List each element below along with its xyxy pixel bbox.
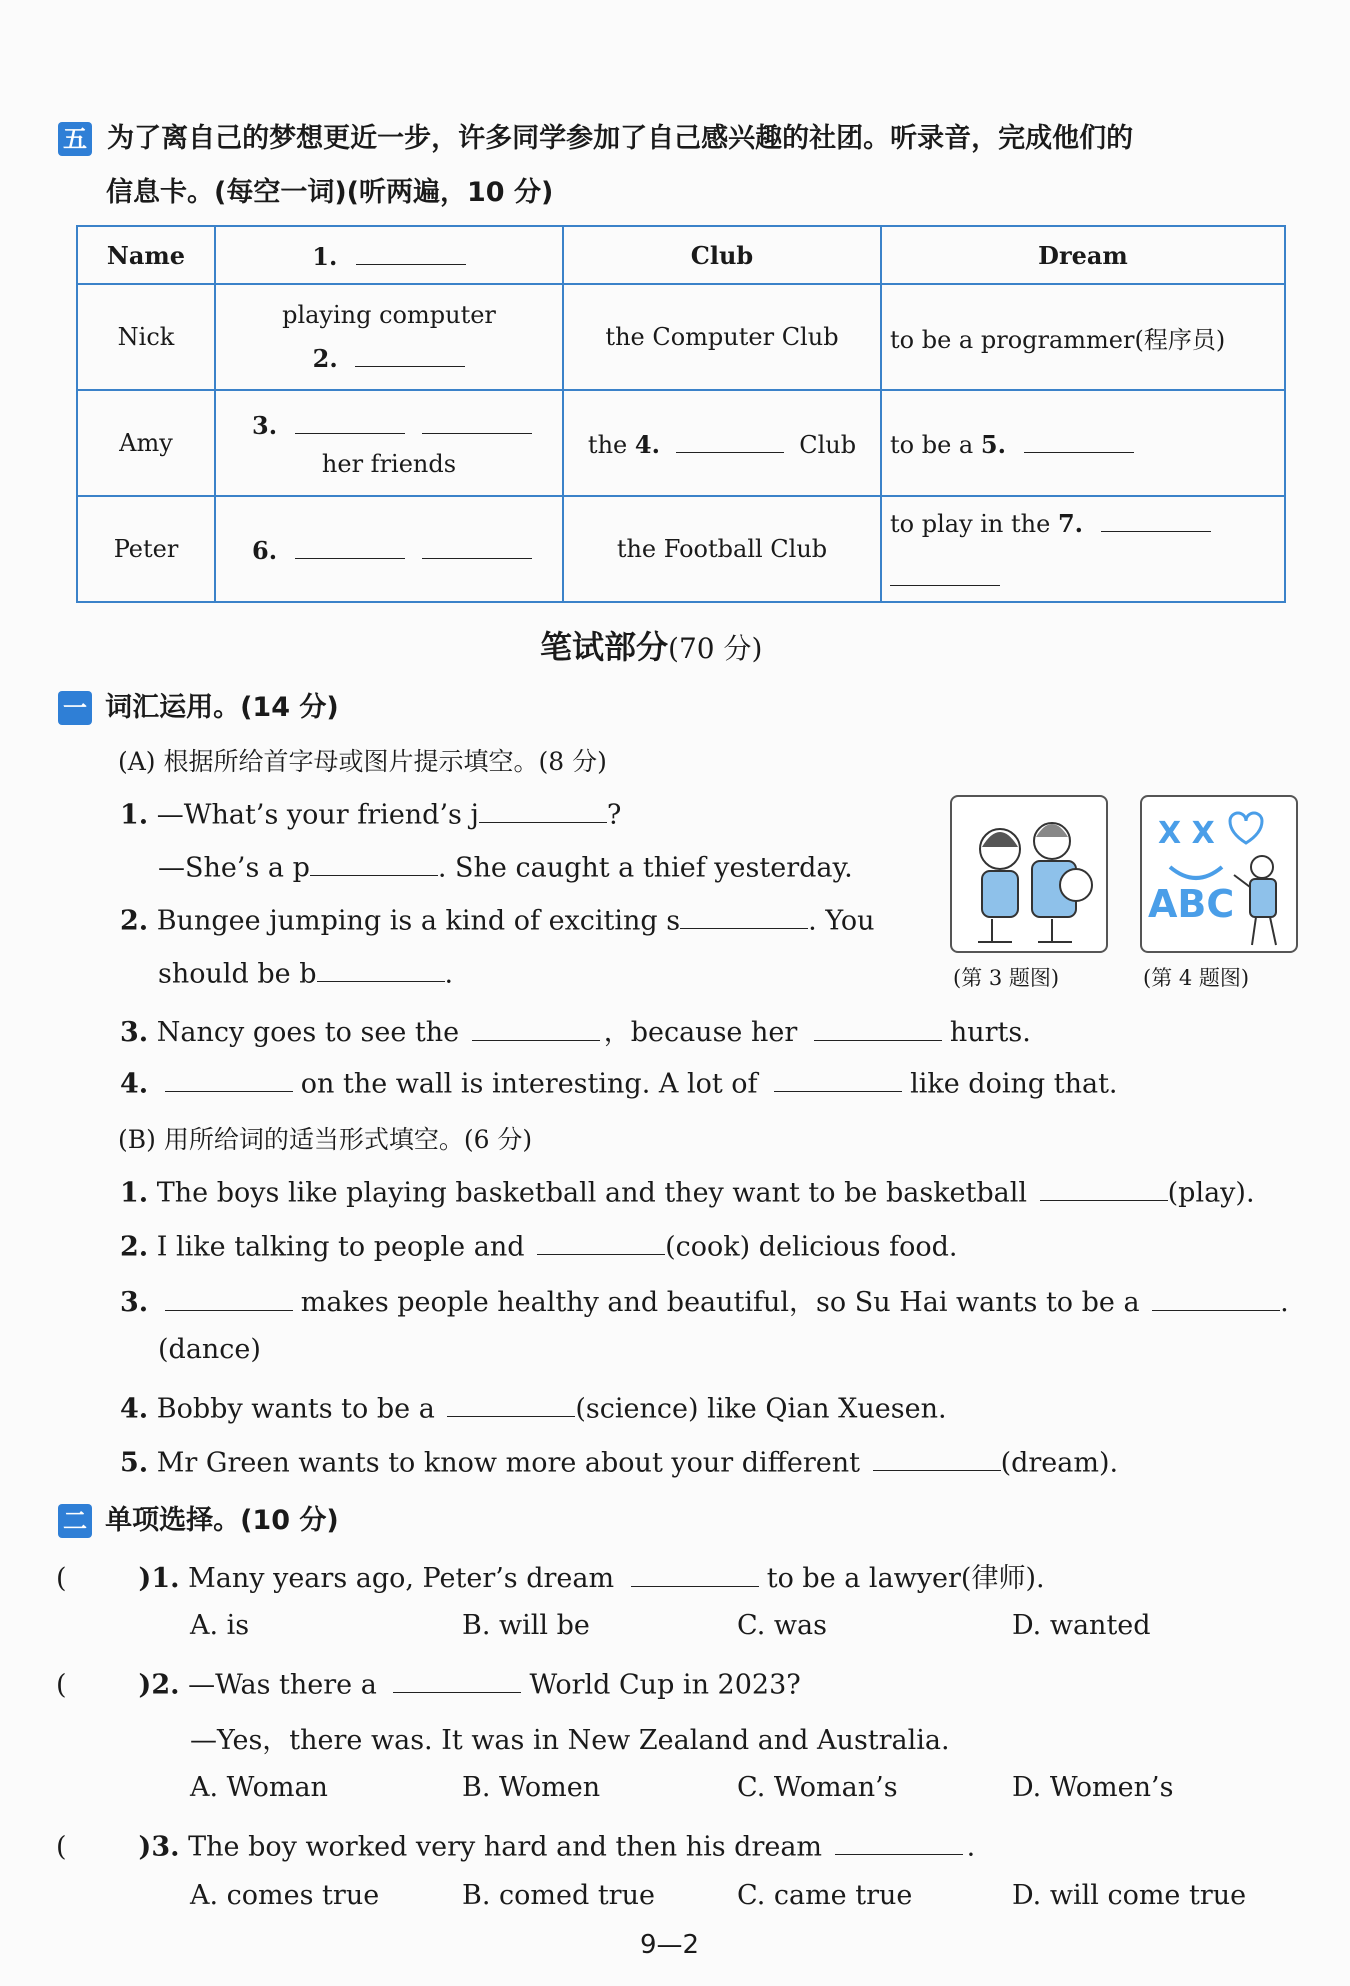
a1-l1-pre: —What’s your friend’s j [156, 799, 479, 831]
q2-pre: —Was there a [188, 1669, 377, 1701]
a1-l2-pre: —She’s a p [158, 852, 310, 884]
a1-blank-j[interactable] [479, 794, 607, 823]
blank-num-7: 7. [1057, 509, 1084, 538]
blank-1[interactable] [356, 239, 466, 265]
a4-line [120, 1063, 1118, 1099]
header-col2 [215, 226, 563, 284]
amy-dream-pre: to be a [890, 431, 974, 460]
mc-q3-line [56, 1826, 975, 1862]
header-club: Club [563, 226, 881, 284]
a4-mid: on the wall is interesting. A lot of [300, 1068, 758, 1100]
nick-club: the Computer Club [563, 284, 881, 390]
amy-name: Amy [77, 390, 215, 496]
nick-name: Nick [77, 284, 215, 390]
section5-badge: 五 [58, 122, 92, 156]
a2-line2 [158, 953, 453, 989]
q2-blank [393, 1664, 521, 1693]
b1-line [120, 1172, 1255, 1208]
written-title: 笔试部分 [540, 628, 669, 666]
q1-post: to be a lawyer(律师). [766, 1563, 1045, 1594]
section1-badge: 一 [58, 691, 92, 725]
blank-6b[interactable] [422, 533, 532, 559]
a1-num: 1. [120, 799, 149, 831]
a3-post: hurts. [949, 1017, 1031, 1048]
blank-num-5: 5. [980, 430, 1006, 460]
table-row [77, 496, 1285, 602]
amy-hobby-text: her friends [321, 450, 457, 479]
amy-hobby-blank-line [224, 408, 554, 440]
table-row [77, 284, 1285, 390]
b5-pre: Mr Green wants to know more about your different [156, 1447, 860, 1479]
q2-option-d[interactable]: D. Women’s [1012, 1772, 1174, 1803]
part-b-instruction: (B) 用所给词的适当形式填空。(6 分) [118, 1125, 533, 1154]
peter-name: Peter [77, 496, 215, 602]
picture-q3-doctor [950, 795, 1108, 953]
b4-blank[interactable] [447, 1388, 575, 1417]
a2-l2-post: . [444, 958, 454, 990]
blank-2[interactable] [355, 341, 465, 367]
section5-line1: 为了离自己的梦想更近一步，许多同学参加了自己感兴趣的社团。听录音，完成他们的 [107, 123, 1134, 154]
a4-num: 4. [120, 1068, 149, 1100]
a3-num: 3. [120, 1017, 149, 1048]
q2-line2: —Yes，there was. It was in New Zealand and Australia. [190, 1725, 950, 1756]
a1-l1-post: ? [606, 799, 622, 831]
q3-answer-open[interactable]: ( [56, 1831, 67, 1863]
q3-post: . [966, 1831, 976, 1863]
a1-l2-post: . She caught a thief yesterday. [437, 852, 853, 884]
blank-7a[interactable] [1101, 506, 1211, 532]
section1-heading [58, 685, 339, 725]
b3-line1 [120, 1280, 1289, 1319]
peter-dream [881, 496, 1285, 602]
pic4-letters: ABC [1148, 882, 1235, 926]
nick-hobby [215, 284, 563, 390]
table-row [77, 390, 1285, 496]
written-score: (70 分) [668, 632, 763, 665]
b3-blank-1[interactable] [165, 1282, 293, 1311]
q1-pre: Many years ago, Peter’s dream [188, 1563, 615, 1594]
q3-option-a[interactable]: A. comes true [190, 1880, 380, 1911]
blank-num-4: 4. [634, 430, 660, 460]
section5-line2: 信息卡。(每空一词)(听两遍，10 分) [106, 177, 554, 208]
q3-option-d[interactable]: D. will come true [1012, 1880, 1247, 1911]
b4-num: 4. [120, 1393, 149, 1425]
a1-line2 [158, 847, 853, 883]
q3-pre: The boy worked very hard and then his dream [188, 1831, 823, 1863]
section2-badge: 二 [58, 1504, 92, 1538]
b1-blank[interactable] [1040, 1172, 1168, 1201]
a2-line1 [120, 900, 874, 936]
nick-hobby-blank-line [224, 341, 554, 373]
b3-post: . [1280, 1287, 1289, 1318]
q2-num: )2. [138, 1669, 180, 1701]
written-part-title [540, 622, 762, 668]
b3-line2: (dance) [158, 1334, 261, 1365]
blank-num-6: 6. [252, 536, 278, 566]
header-name: Name [77, 226, 215, 284]
section5-heading [58, 116, 1133, 156]
b4-pre: Bobby wants to be a [156, 1393, 435, 1425]
a4-post: like doing that. [910, 1068, 1118, 1100]
a3-mid: ，because her [603, 1017, 798, 1048]
q3-num: )3. [138, 1831, 180, 1863]
blank-num-1: 1. [312, 242, 338, 272]
b3-mid: makes people healthy and beautiful，so Su Hai wants to be a [300, 1287, 1140, 1318]
amy-club-pre: the [587, 431, 628, 460]
a4-blank-1[interactable] [165, 1063, 293, 1092]
b2-num: 2. [120, 1231, 149, 1263]
peter-dream-pre: to play in the [890, 510, 1051, 538]
b3-blank-2[interactable] [1152, 1282, 1280, 1311]
q2-option-c[interactable]: C. Woman’s [737, 1772, 898, 1803]
a3-blank-1[interactable] [472, 1012, 600, 1041]
nick-hobby-text: playing computer [282, 300, 496, 329]
blank-3b[interactable] [422, 408, 532, 434]
b2-line [120, 1226, 958, 1262]
q2-answer-open[interactable]: ( [56, 1669, 67, 1701]
peter-dream-line2 [890, 560, 1276, 592]
b2-blank[interactable] [537, 1226, 665, 1255]
blank-7b[interactable] [890, 560, 1000, 586]
b1-pre: The boys like playing basketball and they want to be basketball [156, 1177, 1028, 1209]
section1-title: 词汇运用。(14 分) [105, 692, 339, 723]
a2-l1-post: . You [808, 905, 875, 937]
b4-line [120, 1388, 947, 1424]
a3-pre: Nancy goes to see the [156, 1017, 460, 1048]
b3-num: 3. [120, 1287, 149, 1318]
blank-num-3: 3. [252, 411, 278, 441]
b1-post: (play). [1167, 1177, 1255, 1209]
blank-6a[interactable] [295, 533, 405, 559]
q1-option-a[interactable]: A. is [190, 1610, 250, 1641]
a1-line1 [120, 794, 621, 830]
a4-blank-2[interactable] [774, 1063, 902, 1092]
amy-club-post: Club [799, 431, 857, 460]
header-dream: Dream [881, 226, 1285, 284]
b5-num: 5. [120, 1447, 149, 1479]
b1-num: 1. [120, 1177, 149, 1209]
svg-text:X X: X X [1158, 816, 1215, 851]
nick-dream: to be a programmer(程序员) [881, 284, 1285, 390]
a2-l1-pre: Bungee jumping is a kind of exciting s [156, 905, 681, 937]
a2-l2-pre: should be b [158, 958, 317, 990]
q2-option-b[interactable]: B. Women [462, 1772, 601, 1803]
q1-option-d[interactable]: D. wanted [1012, 1610, 1151, 1641]
blank-3a[interactable] [295, 408, 405, 434]
peter-hobby [215, 496, 563, 602]
b5-blank[interactable] [873, 1442, 1001, 1471]
q1-blank [631, 1558, 759, 1587]
part-a-instruction: (A) 根据所给首字母或图片提示填空。(8 分) [118, 747, 607, 776]
q1-answer-open[interactable]: ( [56, 1563, 67, 1594]
pic4-caption: (第 4 题图) [1143, 966, 1250, 990]
q3-blank [835, 1826, 963, 1855]
q3-option-c[interactable]: C. came true [737, 1880, 913, 1911]
blank-4[interactable] [676, 427, 784, 453]
b2-post: (cook) delicious food. [665, 1231, 958, 1263]
q1-num: )1. [138, 1563, 180, 1594]
b2-pre: I like talking to people and [156, 1231, 525, 1263]
a2-blank-b[interactable] [317, 953, 445, 982]
amy-dream [881, 390, 1285, 496]
a2-num: 2. [120, 905, 149, 937]
amy-hobby [215, 390, 563, 496]
peter-club: the Football Club [563, 496, 881, 602]
q2-post: World Cup in 2023? [529, 1669, 801, 1701]
doctor-illustration [952, 797, 1106, 951]
picture-q4-wall-painting [1140, 795, 1298, 953]
q1-option-b[interactable]: B. will be [462, 1610, 590, 1641]
info-card-table [76, 225, 1286, 603]
a3-line [120, 1010, 1031, 1049]
wall-painting-illustration [1142, 797, 1296, 951]
section2-heading [58, 1498, 339, 1538]
a1-blank-p[interactable] [310, 847, 438, 876]
q1-option-c[interactable]: C. was [737, 1610, 827, 1641]
a3-blank-2[interactable] [814, 1012, 942, 1041]
b5-post: (dream). [1000, 1447, 1119, 1479]
b4-post: (science) like Qian Xuesen. [575, 1393, 947, 1425]
mc-q2-line [56, 1664, 801, 1700]
pic3-caption: (第 3 题图) [953, 966, 1060, 990]
a2-blank-s[interactable] [680, 900, 808, 929]
section2-title: 单项选择。(10 分) [105, 1505, 339, 1536]
peter-dream-line1 [890, 506, 1276, 538]
amy-club [563, 390, 881, 496]
q3-option-b[interactable]: B. comed true [462, 1880, 655, 1911]
mc-q1-line [56, 1556, 1045, 1595]
blank-num-2: 2. [312, 344, 338, 374]
page-number: 9—2 [640, 1930, 700, 1960]
blank-5[interactable] [1024, 427, 1134, 453]
q2-option-a[interactable]: A. Woman [190, 1772, 328, 1803]
b5-line [120, 1442, 1118, 1478]
